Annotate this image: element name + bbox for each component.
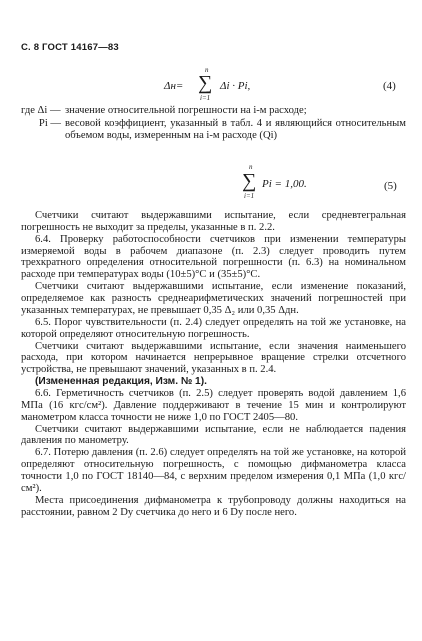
definition-text: весовой коэффициент, указанный в табл. 4 и являющийся относительным объемом воды, измеренным на i-м расходе (Qi): [65, 117, 406, 142]
paragraph: Счетчики считают выдержавшими испытание, если значения наименьшего расхода, при котором начинается непрерывное вращение стрелки отсчетного устройства, не превышают значений, указанных в п. 2.4.: [21, 340, 406, 376]
formula-4-lhs: Δн=: [164, 80, 184, 92]
formula-4-sigma: ∑: [198, 72, 213, 94]
formula-4-rhs: Δi · Pi,: [220, 80, 251, 92]
paragraph: Счетчики считают выдержавшими испытание, если изменение показаний, определяемое как разность среднеарифметических значений погрешностей при указанных температурах, не превышает 0,35 Δ₂ или 0,35 Δдн.: [21, 281, 406, 316]
formula-4-sum-bottom: i=1: [200, 94, 211, 102]
formula-5-sum-bottom: i=1: [244, 192, 255, 200]
formula-5-expr: Pi = 1,00.: [262, 178, 307, 190]
amendment-note: (Измененная редакция, Изм. № 1).: [35, 376, 207, 388]
definition-term: где Δi —: [21, 105, 61, 116]
definition-text: значение относительной погрешности на i-м расходе;: [65, 105, 307, 116]
formula-5-sigma: ∑: [242, 170, 257, 192]
paragraph: 6.4. Проверку работоспособности счетчиков при изменении температуры измеряемой воды в рабочем диапазоне (п. 2.3) следует проводить путем трехкратного определения относительной погрешности (п. 6.3) на номинальном расходе при температурах воды (10±5)°С и (35±5)°С.: [21, 233, 406, 281]
definitions: [21, 105, 406, 143]
paragraph: Места присоединения дифманометра к трубопроводу должны находиться на расстоянии, равном 2 Dу счетчика до него и 6 Dу после него.: [21, 494, 406, 518]
formula-5-number: (5): [384, 180, 397, 192]
paragraph: 6.5. Порог чувствительности (п. 2.4) следует определять на той же установке, на которой определяют относительную погрешность.: [21, 316, 406, 340]
paragraph: 6.7. Потерю давления (п. 2.6) следует определять на той же установке, на которой определяют относительную погрешность, с помощью дифманометра класса точности 1,0 по ГОСТ 18140—84, с верхним пределом измерения 0,1 МПа (1,0 кгс/см²).: [21, 447, 406, 494]
formula-4-number: (4): [383, 80, 396, 92]
formula-4-sum-top: n: [205, 66, 209, 74]
definition-row: [21, 105, 406, 118]
formula-5-sum-top: n: [249, 163, 253, 171]
page-header: С. 8 ГОСТ 14167—83: [21, 42, 119, 53]
paragraph: Счетчики считают выдержавшими испытание, если не наблюдается падения давления по манометру.: [21, 423, 406, 447]
body-text: [21, 210, 406, 519]
definition-term: Pi —: [38, 117, 61, 129]
paragraph: Счетчики считают выдержавшими испытание, если средневтегральная погрешность не выходит за пределы, указанные в п. 2.2.: [21, 210, 406, 233]
definition-row: [21, 118, 406, 143]
paragraph: 6.6. Герметичность счетчиков (п. 2.5) следует проверять водой давлением 1,6 МПа (16 кгс/см²). Давление поддерживают в течение 15 мин и контролируют манометром класса точности не ниже 1,0 по ГОСТ 2405—80.: [21, 388, 406, 423]
